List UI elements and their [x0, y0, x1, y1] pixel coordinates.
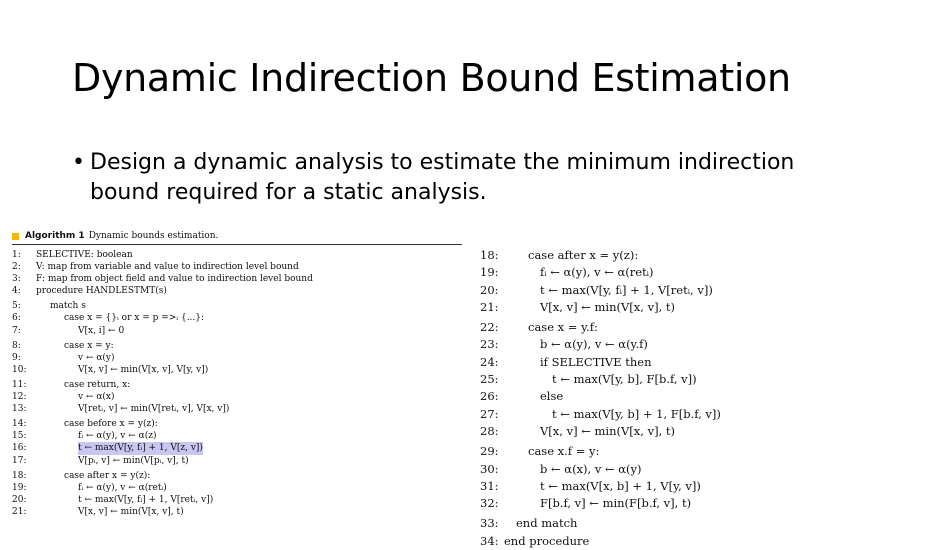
- algorithm-line: [480, 533, 940, 550]
- algorithm-line: [480, 388, 940, 405]
- algorithm-line: [12, 285, 462, 297]
- algorithm-label: Algorithm 1: [25, 231, 85, 241]
- line-number: 32:: [480, 496, 499, 511]
- line-number: 29:: [480, 444, 499, 459]
- line-code: F: map from object field and value to indirection level bound: [36, 274, 313, 285]
- line-code: case before x = y(z):: [64, 419, 158, 430]
- line-number: 14:: [12, 419, 27, 430]
- line-code: t ← max(V[y, fᵢ] + 1, V[z, v]): [78, 443, 203, 454]
- algorithm-line: [480, 282, 940, 299]
- algorithm-line: [12, 494, 462, 506]
- algorithm-line: [12, 391, 462, 403]
- line-number: 33:: [480, 516, 499, 531]
- algorithm-right-lines: [480, 247, 940, 550]
- line-code: V[x, v] ← min(V[x, v], t): [540, 423, 675, 438]
- line-code: fᵢ ← α(y), v ← α(retᵢ): [78, 482, 167, 493]
- algorithm-line: [12, 312, 462, 324]
- line-number: 13:: [12, 404, 27, 415]
- algorithm-line: [480, 264, 940, 281]
- line-code: fᵢ ← α(y), v ← α(retᵢ): [540, 265, 654, 280]
- line-code: t ← max(V[y, b] + 1, F[b.f, v]): [552, 406, 721, 421]
- line-number: 12:: [12, 392, 27, 403]
- line-number: 23:: [480, 337, 499, 352]
- line-number: 15:: [12, 431, 27, 442]
- line-code: t ← max(V[y, fᵢ] + 1, V[retᵢ, v]): [78, 494, 214, 505]
- line-code: case x = y.f:: [528, 320, 598, 335]
- line-code: case x = {}ᵢ or x = p =>ᵢ {...}:: [64, 313, 205, 324]
- line-number: 3:: [12, 274, 21, 285]
- algorithm-header: [12, 228, 462, 245]
- line-code: t ← max(V[x, b] + 1, V[y, v]): [540, 478, 701, 493]
- line-number: 9:: [12, 352, 21, 363]
- line-number: 30:: [480, 461, 499, 476]
- algorithm-line: [12, 273, 462, 285]
- algorithm-line: [12, 364, 462, 376]
- line-number: 6:: [12, 313, 21, 324]
- algorithm-line: [12, 430, 462, 442]
- algorithm-line: [12, 506, 462, 518]
- algorithm-left-lines: [12, 249, 462, 518]
- algorithm-line: [480, 515, 940, 532]
- line-code: V[x, v] ← min(V[x, v], t): [78, 506, 184, 517]
- line-number: 18:: [12, 470, 27, 481]
- algorithm-line: [12, 379, 462, 391]
- line-number: 10:: [12, 364, 27, 375]
- algorithm-line: [12, 470, 462, 482]
- line-code: case after x = y(z):: [528, 248, 639, 262]
- algorithm-line: [12, 442, 462, 454]
- algorithm-right-column: [480, 243, 940, 550]
- algorithm-line: [480, 406, 940, 423]
- line-number: 24:: [480, 354, 499, 369]
- bullet-dot: •: [72, 150, 85, 175]
- line-code: case x = y:: [64, 340, 114, 351]
- line-number: 34:: [480, 533, 499, 548]
- algorithm-line: [12, 249, 462, 261]
- line-code: V: map from variable and value to indirection level bound: [36, 262, 299, 273]
- line-code: fᵢ ← α(y), v ← α(z): [78, 431, 157, 442]
- line-number: 1:: [12, 250, 21, 260]
- line-number: 18:: [480, 248, 499, 262]
- algorithm-line: [12, 300, 462, 312]
- line-number: 26:: [480, 389, 499, 404]
- algorithm-line: [12, 340, 462, 352]
- algorithm-line: [480, 354, 940, 371]
- algorithm-line: [480, 371, 940, 388]
- line-number: 19:: [480, 265, 499, 280]
- line-code: t ← max(V[y, fᵢ] + 1, V[retᵢ, v]): [540, 282, 713, 297]
- line-number: 21:: [480, 299, 499, 314]
- algorithm-line: [480, 247, 940, 264]
- line-number: 19:: [12, 482, 27, 493]
- algorithm-line: [480, 423, 940, 440]
- slide-title: Dynamic Indirection Bound Estimation: [72, 56, 791, 100]
- line-number: 5:: [12, 301, 21, 312]
- line-number: 20:: [12, 494, 27, 505]
- line-number: 21:: [12, 506, 27, 517]
- line-number: 22:: [480, 320, 499, 335]
- bullet-point: [72, 148, 852, 208]
- algorithm-line: [480, 461, 940, 478]
- line-number: 17:: [12, 455, 27, 466]
- line-code: case x.f = y:: [528, 444, 600, 459]
- line-number: 27:: [480, 406, 499, 421]
- algorithm-line: [12, 325, 462, 337]
- line-number: 2:: [12, 262, 21, 273]
- line-code: V[retᵢ, v] ← min(V[retᵢ, v], V[x, v]): [78, 404, 230, 415]
- line-number: 20:: [480, 282, 499, 297]
- algorithm-line: [12, 352, 462, 364]
- line-code: end procedure: [504, 533, 590, 548]
- line-code: V[pᵢ, v] ← min(V[pᵢ, v], t): [78, 455, 189, 466]
- line-code: t ← max(V[y, b], F[b.f, v]): [552, 372, 697, 387]
- line-code: v ← α(y): [78, 352, 115, 363]
- line-code: F[b.f, v] ← min(F[b.f, v], t): [540, 496, 692, 511]
- algorithm-line: [480, 478, 940, 495]
- line-number: 25:: [480, 372, 499, 387]
- line-code: if SELECTIVE then: [540, 354, 652, 369]
- algorithm-line: [12, 418, 462, 430]
- line-number: 8:: [12, 340, 21, 351]
- line-code: V[x, v] ← min(V[x, v], V[y, v]): [78, 364, 209, 375]
- line-code: b ← α(x), v ← α(y): [540, 461, 642, 476]
- line-code: match s: [50, 301, 86, 312]
- algorithm-line: [480, 336, 940, 353]
- line-code: V[x, v] ← min(V[x, v], t): [540, 299, 675, 314]
- line-number: 16:: [12, 443, 27, 454]
- line-number: 11:: [12, 379, 27, 390]
- algorithm-line: [12, 261, 462, 273]
- algorithm-left-column: [12, 228, 462, 518]
- line-number: 28:: [480, 423, 499, 438]
- line-code: V[x, i] ← 0: [78, 325, 125, 336]
- line-code: else: [540, 389, 564, 404]
- bullet-text: Design a dynamic analysis to estimate the minimum indirection bound required for a static analysis.: [90, 150, 795, 205]
- algorithm-line: [12, 455, 462, 467]
- line-code: SELECTIVE: boolean: [36, 250, 133, 260]
- algorithm-marker-icon: [12, 233, 19, 240]
- line-code: case after x = y(z):: [64, 470, 151, 481]
- line-code: b ← α(y), v ← α(y.f): [540, 337, 648, 352]
- line-number: 7:: [12, 325, 21, 336]
- algorithm-line: [480, 443, 940, 460]
- algorithm-line: [480, 299, 940, 316]
- line-code: v ← α(x): [78, 392, 115, 403]
- algorithm-caption: Dynamic bounds estimation.: [88, 231, 219, 241]
- line-code: end match: [516, 516, 578, 531]
- line-number: 4:: [12, 286, 21, 297]
- algorithm-line: [480, 495, 940, 512]
- algorithm-line: [12, 482, 462, 494]
- line-code: case return, x:: [64, 379, 131, 390]
- line-number: 31:: [480, 478, 499, 493]
- algorithm-line: [12, 403, 462, 415]
- line-code: procedure HANDLESTMT(s): [36, 286, 167, 297]
- algorithm-line: [480, 319, 940, 336]
